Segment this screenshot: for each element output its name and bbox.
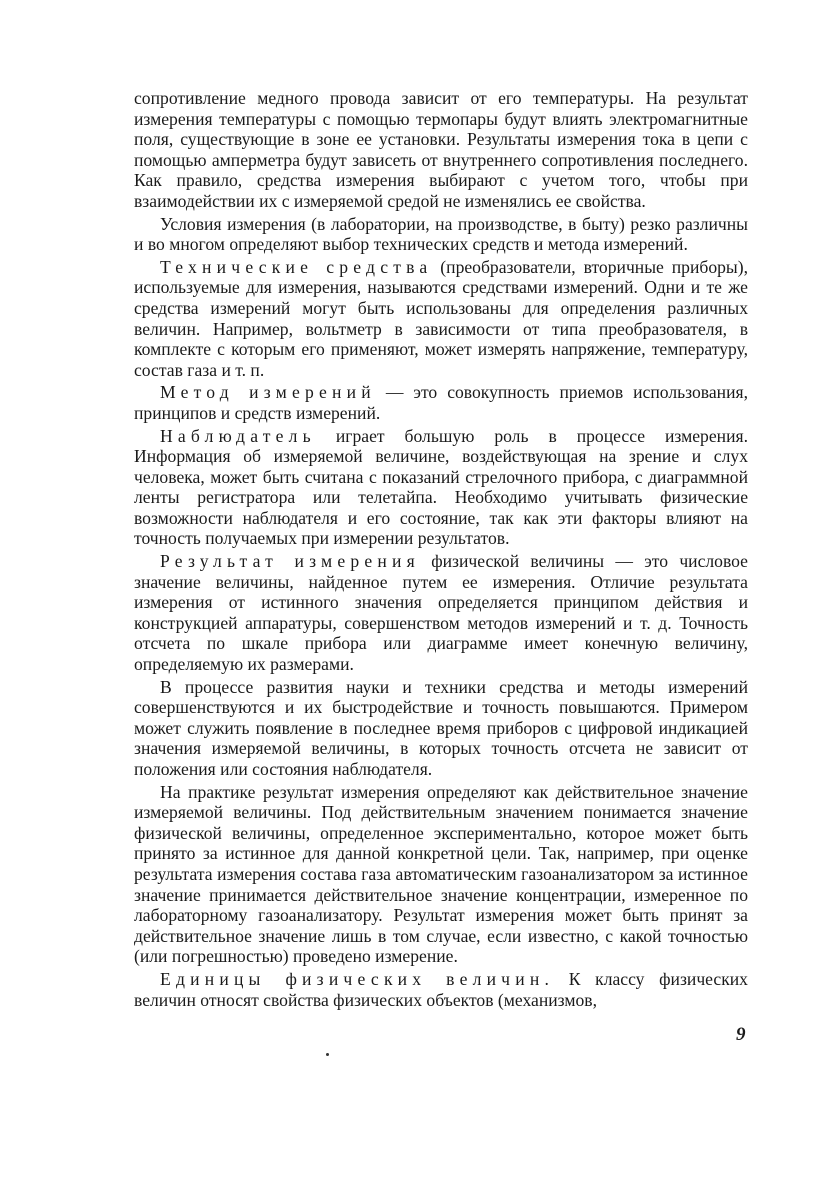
paragraph-text: В процессе развития науки и техники средства и методы измерений совершенствуются и их быстродействие и точность повышаются. Примером может служить появление в последнее время приборов с цифровой индикацией значения измеряемой величины, в которых точность отсчета не зависит от положения или состояния наблюдателя. [134, 676, 748, 779]
page-number: 9 [736, 1024, 746, 1045]
paragraph-text: физической величины — это числовое значение величины, найденное путем ее измерения. Отличие результата измерения от истинного значения определяется принципом действия и конструкцией аппаратуры, совершенством методов измерений и т. д. Точность отсчета по шкале прибора или диаграмме имеет конечную величину, определяемую их размерами. [134, 551, 748, 675]
term-lead: Метод измерений [160, 382, 376, 403]
paragraph [134, 426, 748, 550]
paragraph-text: Условия измерения (в лаборатории, на производстве, в быту) резко различны и во многом определяют выбор технических средств и метода измерений. [134, 213, 748, 255]
term-lead: Единицы физических величин. [160, 968, 555, 989]
term-lead: Наблюдатель [160, 425, 316, 446]
paragraph [134, 782, 748, 967]
term-lead: Результат измерения [160, 551, 420, 572]
paragraph [134, 969, 748, 1010]
term-lead: Технические средства [160, 256, 433, 277]
paragraph [134, 257, 748, 381]
paragraph [134, 382, 748, 423]
page-body [134, 88, 748, 1012]
paragraph [134, 88, 748, 212]
paragraph-text: (преобразователи, вторичные приборы), используемые для измерения, называются средствами измерений. Одни и те же средства измерений могут быть использованы для определения различных величин. Например, вольтметр в зависимости от типа преобразователя, в комплекте с которым его применяют, может измерять напряжение, температуру, состав газа и т. п. [134, 256, 748, 380]
paragraph [134, 551, 748, 675]
paragraph-text: играет большую роль в процессе измерения. Информация об измеряемой величине, воздействующая на зрение и слух человека, может быть считана с показаний стрелочного прибора, с диаграммной ленты регистратора или телетайпа. Необходимо учитывать физические возможности наблюдателя и его состояние, так как эти факторы влияют на точность получаемых при измерении результатов. [134, 425, 748, 549]
paragraph-text: К классу физических величин относят свойства физических объектов (механизмов, [134, 968, 748, 1010]
paragraph-text: сопротивление медного провода зависит от его температуры. На результат измерения температуры с помощью термопары будут влиять электромагнитные поля, существующие в зоне ее установки. Результаты измерения тока в цепи с помощью амперметра будут зависеть от внутреннего сопротивления последнего. Как правило, средства измерения выбирают с учетом того, чтобы при взаимодействии их с измеряемой средой не изменялись ее свойства. [134, 88, 748, 211]
paragraph-text: На практике результат измерения определяют как действительное значение измеряемой величины. Под действительным значением понимается значение физической величины, определенное экспериментально, которое может быть принято за истинное для данной конкретной цели. Так, например, при оценке результата измерения состава газа автоматическим газоанализатором за истинное значение принимается действительное значение концентрации, измеренное по лабораторному газоанализатору. Результат измерения может быть принят за действительное значение лишь в том случае, если известно, с какой точностью (или погрешностью) проведено измерение. [134, 781, 748, 967]
paragraph [134, 214, 748, 255]
paragraph-text: — это совокупность приемов использования, принципов и средств измерений. [134, 382, 748, 423]
print-speck [326, 1053, 329, 1056]
paragraph [134, 677, 748, 780]
